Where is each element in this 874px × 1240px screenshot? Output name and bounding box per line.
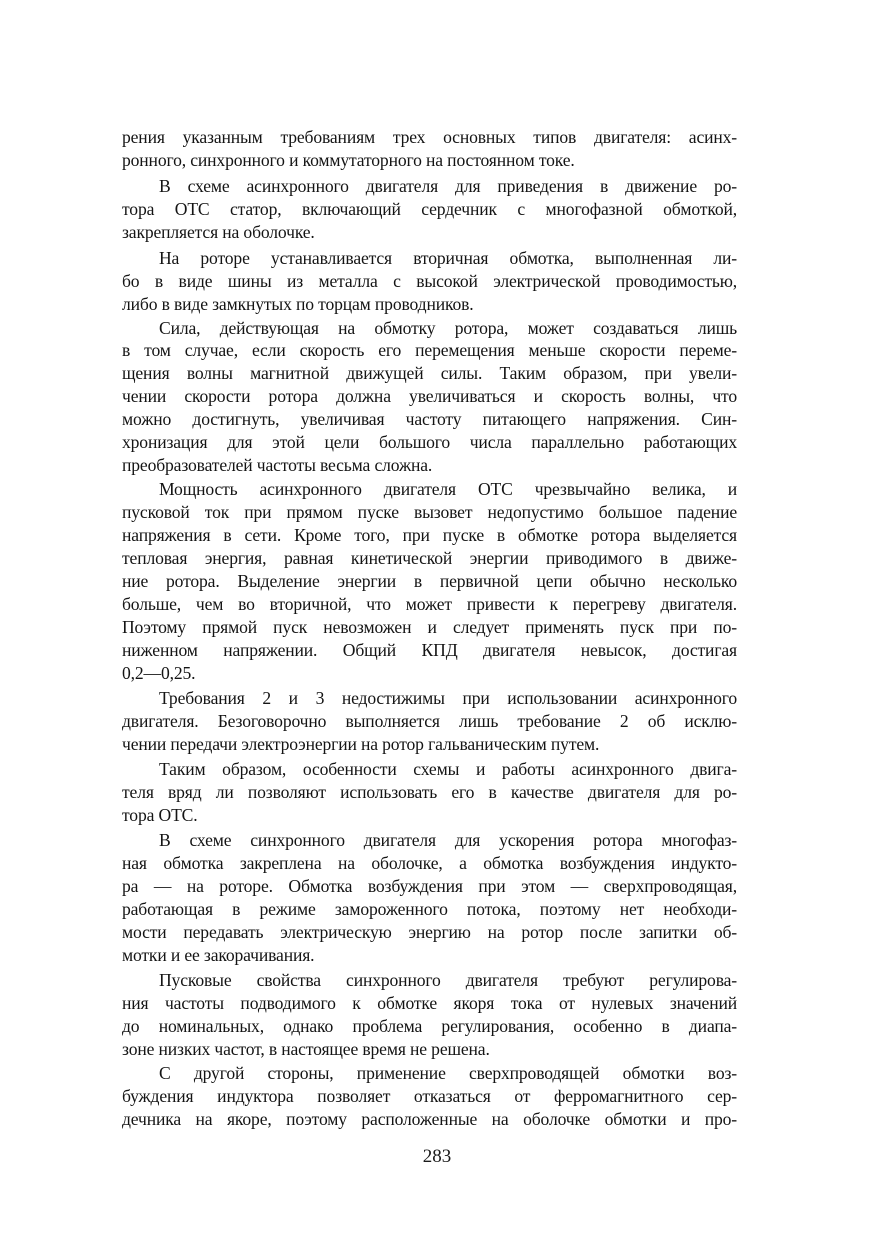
text-line: мотки и ее закорачивания. [122,945,315,965]
text-line: работающая в режиме замороженного потока, поэтому нет необходи- [122,899,737,919]
text-line: бо в виде шины из металла с высокой электрической проводимостью, [122,271,737,291]
text-line: буждения индуктора позволяет отказаться от ферромагнитного сер- [122,1086,737,1106]
paragraph-first-line: Сила, действующая на обмотку ротора, может создаваться лишь [159,318,737,338]
paragraph-first-line: В схеме синхронного двигателя для ускорения ротора многофаз- [159,830,737,850]
paragraph-first-line: В схеме асинхронного двигателя для приведения в движение ро- [159,176,737,196]
paragraph-first-line: На роторе устанавливается вторичная обмотка, выполненная ли- [159,248,737,268]
text-line: напряжения в сети. Кроме того, при пуске в обмотке ротора выделяется [122,525,737,545]
paragraph-first-line: Требования 2 и 3 недостижимы при использовании асинхронного [159,688,737,708]
text-line: в том случае, если скорость его перемещения меньше скорости переме- [122,340,737,360]
text-line: ниженном напряжении. Общий КПД двигателя невысок, достигая [122,640,737,660]
paragraph-first-line: Пусковые свойства синхронного двигателя требуют регулирова- [159,970,737,990]
text-line: до номинальных, однако проблема регулирования, особенно в диапа- [122,1016,737,1036]
text-line: хронизация для этой цели большого числа параллельно работающих [122,432,737,452]
text-line: либо в виде замкнутых по торцам проводников. [122,294,474,314]
text-line: ная обмотка закреплена на оболочке, а обмотка возбуждения индукто- [122,853,737,873]
text-line: мости передавать электрическую энергию на ротор после запитки об- [122,922,737,942]
paragraph-first-line: Таким образом, особенности схемы и работы асинхронного двига- [159,759,737,779]
text-line: ра — на роторе. Обмотка возбуждения при этом — сверхпроводящая, [122,876,737,896]
text-line: Поэтому прямой пуск невозможен и следует применять пуск при по- [122,617,737,637]
text-line: закрепляется на оболочке. [122,222,315,242]
text-line: тепловая энергия, равная кинетической энергии приводимого в движе- [122,548,737,568]
text-line: зоне низких частот, в настоящее время не решена. [122,1039,490,1059]
text-line: тора ОТС статор, включающий сердечник с многофазной обмоткой, [122,199,737,219]
text-line: тора ОТС. [122,805,198,825]
text-line: можно достигнуть, увеличивая частоту питающего напряжения. Син- [122,409,737,429]
text-line: 0,2—0,25. [122,663,196,683]
page-number: 283 [422,1146,452,1167]
text-line: ния частоты подводимого к обмотке якоря тока от нулевых значений [122,993,737,1013]
text-line: дечника на якоре, поэтому расположенные на оболочке обмотки и про- [122,1109,737,1129]
text-line: щения волны магнитной движущей силы. Таким образом, при увели- [122,363,737,383]
text-line: больше, чем во вторичной, что может привести к перегреву двигателя. [122,594,737,614]
paragraph-first-line: Мощность асинхронного двигателя ОТС чрезвычайно велика, и [159,479,737,499]
text-line: пусковой ток при прямом пуске вызовет недопустимо большое падение [122,502,737,522]
text-line: двигателя. Безоговорочно выполняется лишь требование 2 об исклю- [122,711,737,731]
text-line: преобразователей частоты весьма сложна. [122,455,433,475]
text-line: ронного, синхронного и коммутаторного на постоянном токе. [122,150,575,170]
text-line: ние ротора. Выделение энергии в первичной цепи обычно несколько [122,571,737,591]
text-line: чении передачи электроэнергии на ротор гальваническим путем. [122,734,600,754]
text-line: рения указанным требованиям трех основных типов двигателя: асинх- [122,127,737,147]
text-line: чении скорости ротора должна увеличиваться и скорость волны, что [122,386,737,406]
text-line: теля вряд ли позволяют использовать его в качестве двигателя для ро- [122,782,737,802]
paragraph-first-line: С другой стороны, применение сверхпроводящей обмотки воз- [159,1063,737,1083]
